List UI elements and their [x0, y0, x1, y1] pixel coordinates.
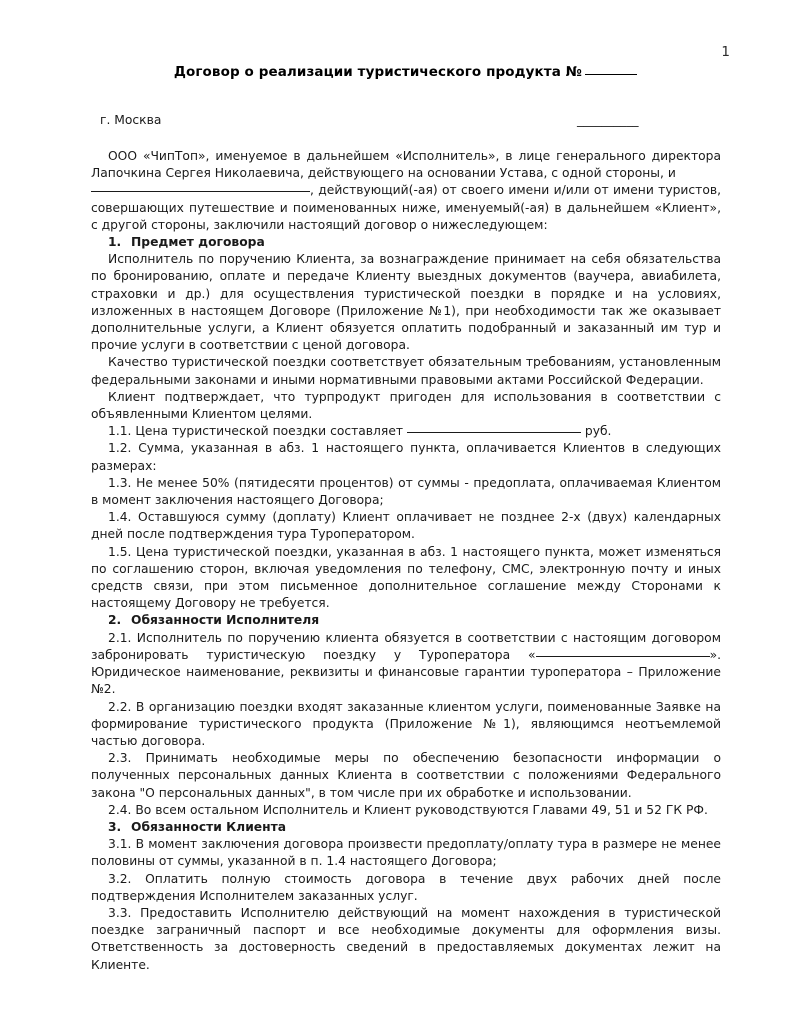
party-blank-line [91, 191, 310, 192]
city-label: г. Москва [100, 113, 162, 127]
section-1-title: Предмет договора [131, 235, 265, 250]
clause-2-1-text-before: 2.1. Исполнитель по поручению клиента обязуется в соответствии с настоящим договором забронировать туристическую поездку у Туроператора « [91, 630, 721, 662]
paragraph-1-2-body: Качество туристической поездки соответствует обязательным требованиям, установленным федеральными законами и иными нормативными правовыми актами Российской Федерации. [91, 355, 721, 387]
section-2-number: 2. [108, 613, 122, 628]
section-heading-3 [91, 819, 721, 836]
clause-2-2: 2.2. В организацию поездки входят заказанные клиентом услуги, поименованные Заявке на формирование туристического продукта (Приложение №1), являющимся неотъемлемой частью договора. [91, 699, 721, 748]
clause-3-1: 3.1. В момент заключения договора произвести предоплату/оплату тура в размере не менее половины от суммы, указанной в п. 1.4 настоящего Договора; [91, 837, 721, 869]
section-2-title: Обязанности Исполнителя [131, 613, 320, 628]
clause-1-1-text-before: 1.1. Цена туристической поездки составляет [108, 424, 404, 439]
paragraph-1-3-body: Клиент подтверждает, что турпродукт пригоден для использования в соответствии с объявленными Клиентом целями. [91, 389, 721, 422]
document-title [91, 64, 720, 80]
section-heading-2 [91, 612, 721, 629]
clause-2-1 [91, 630, 721, 699]
clause-1-1-text-after: руб. [584, 424, 612, 439]
page-number: 1 [721, 44, 730, 60]
paragraph-preamble-2-text: , действующий(-ая) от своего имени и/или от имени туристов, совершающих путешествие и поименованных ниже, именуемый(-ая) в дальнейшем «Клиент», с другой стороны, заключили настоящий договор о нижеследующем: [91, 183, 721, 232]
clause-3-3: 3.3. Предоставить Исполнителю действующий на момент нахождения в туристической поездке заграничный паспорт и все необходимые документы для оформления визы. Ответственность за достоверность сведений в предоставляемых документах лежит на Клиенте. [91, 905, 721, 972]
section-3-title: Обязанности Клиента [131, 819, 287, 834]
tour-operator-blank-line [536, 656, 710, 657]
paragraph-preamble-1: ООО «ЧипТоп», именуемое в дальнейшем «Исполнитель», в лице генерального директора Лапочкина Сергея Николаевича, действующего на основании Устава, с одной стороны, и [91, 149, 721, 181]
document-body [91, 148, 721, 974]
price-blank-line [407, 432, 581, 433]
title-blank-line [585, 74, 637, 75]
section-3-number: 3. [108, 819, 122, 834]
clause-1-1 [91, 423, 721, 440]
clause-1-3: 1.3. Не менее 50% (пятидесяти процентов) от суммы - предоплата, оплачиваемая Клиентом в момент заключения настоящего Договора; [91, 475, 721, 508]
clause-1-4: 1.4. Оставшуюся сумму (доплату) Клиент оплачивает не позднее 2-х (двух) календарных дней после подтверждения тура Туроператором. [91, 510, 721, 542]
clause-1-2: 1.2. Сумма, указанная в абз. 1 настоящего пункта, оплачивается Клиентов в следующих размерах: [91, 441, 721, 473]
paragraph-1-1-body: Исполнитель по поручению Клиента, за вознаграждение принимает на себя обязательства по бронированию, оплате и передаче Клиенту выездных документов (ваучера, авиабилета, страховки и др.) для осуществления туристической поездки в порядке и на условиях, изложенных в настоящем Договоре (Приложение №1), при необходимости так же оказывает дополнительные услуги, а Клиент обязуется оплатить подобранный и заказанный им тур и прочие услуги в соответствии с ценой договора. [91, 252, 721, 353]
clause-1-5: 1.5. Цена туристической поездки, указанная в абз. 1 настоящего пункта, может изменяться по соглашению сторон, включая уведомления по телефону, СМС, электронную почту и иных средств связи, при этом письменное дополнительное соглашение между Сторонами к настоящему Договору не требуется. [91, 544, 721, 611]
document-title-text: Договор о реализации туристического продукта № [173, 64, 583, 80]
paragraph-preamble-2 [91, 182, 721, 234]
clause-2-3: 2.3. Принимать необходимые меры по обеспечению безопасности информации о полученных персональных данных Клиента в соответствии с положениями Федерального закона "О персональных данных", в том числе при их обработке и использовании. [91, 751, 721, 800]
clause-3-2: 3.2. Оплатить полную стоимость договора в течение двух рабочих дней после подтверждения Исполнителем заказанных услуг. [91, 871, 721, 903]
section-1-number: 1. [108, 235, 122, 250]
clause-2-4: 2.4. Во всем остальном Исполнитель и Клиент руководствуются Главами 49, 51 и 52 ГК РФ. [108, 802, 708, 817]
clause-2-1-text-after: ». Юридическое наименование, реквизиты и финансовые гарантии туроператора – Приложение №2. [91, 647, 721, 697]
section-heading-1 [91, 234, 721, 251]
date-blank-line: __________ [577, 113, 639, 127]
